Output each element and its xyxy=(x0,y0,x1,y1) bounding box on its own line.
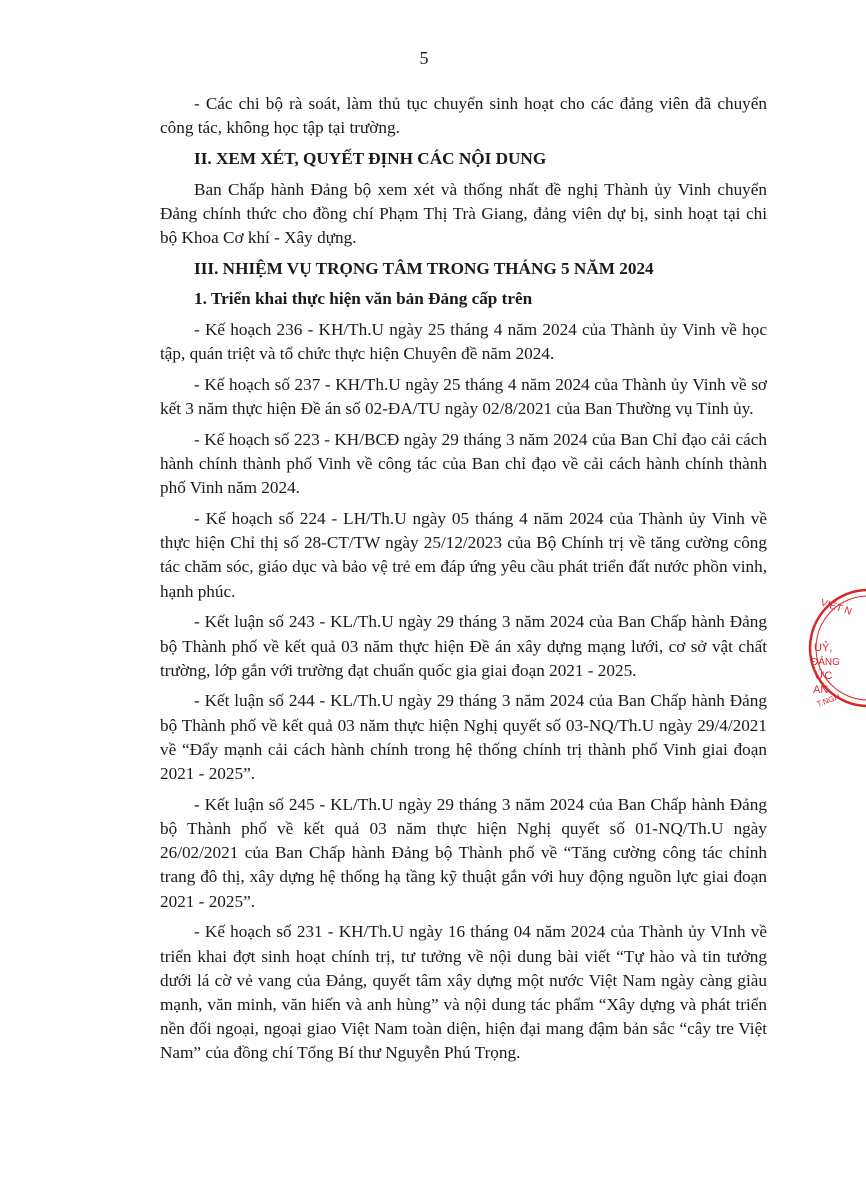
svg-text:UỶ,: UỶ, xyxy=(814,642,833,654)
svg-text:ĐẢNG: ĐẢNG xyxy=(811,657,840,668)
seal-icon xyxy=(806,583,866,713)
svg-text:AN: AN xyxy=(813,684,829,696)
intro-list-item: - Các chi bộ rà soát, làm thủ tục chuyển sinh hoạt cho các đảng viên đã chuyển công tác, không học tập tại trường. xyxy=(160,94,767,138)
list-item: - Kế hoạch 236 - KH/Th.U ngày 25 tháng 4 năm 2024 của Thành ủy Vinh về học tập, quán triệt và tổ chức thực hiện Chuyên đề năm 2024. xyxy=(160,320,767,364)
section-3-subheading: 1. Triển khai thực hiện văn bản Đảng cấp trên xyxy=(194,289,533,309)
svg-text:T.NGH: T.NGH xyxy=(815,692,842,709)
section-2-paragraph: Ban Chấp hành Đảng bộ xem xét và thống nhất đề nghị Thành ủy Vinh chuyển Đảng chính thức cho đồng chí Phạm Thị Trà Giang, đảng viên dự bị, sinh hoạt tại chi bộ Khoa Cơ khí - Xây dựng. xyxy=(160,179,767,248)
page-number: 5 xyxy=(419,48,429,68)
document-body xyxy=(160,92,767,1072)
official-seal-stamp xyxy=(806,583,866,713)
list-item: - Kết luận số 243 - KL/Th.U ngày 29 tháng 3 năm 2024 của Ban Chấp hành Đảng bộ Thành phố về kết quả 03 năm thực hiện Đề án xây dựng mạng lưới, cơ sở vật chất trường, lớp gắn với trường đạt chuẩn quốc gia giai đoạn 2021 - 2025. xyxy=(160,612,767,680)
list-item: - Kết luận số 245 - KL/Th.U ngày 29 tháng 3 năm 2024 của Ban Chấp hành Đảng bộ Thành phố về kết quả 03 năm thực hiện Nghị quyết số 01-NQ/Th.U ngày 26/02/2021 của Ban Chấp hành Đảng bộ Thành phố về “Tăng cường công tác chỉnh trang đô thị, xây dựng hệ thống hạ tầng kỹ thuật gắn với huy động nguồn lực giai đoạn 2021 - 2025”. xyxy=(160,794,767,911)
list-item: - Kế hoạch số 231 - KH/Th.U ngày 16 tháng 04 năm 2024 của Thành ủy VInh về triển khai đợt sinh hoạt chính trị, tư tưởng về nội dung bài viết “Tự hào và tin tưởng dưới lá cờ vẻ vang của Đảng, quyết tâm xây dựng một nước Việt Nam ngày càng giàu mạnh, văn minh, văn hiến và anh hùng” và nội dung tác phẩm “Xây dựng và phát triển nền đối ngoại, ngoại giao Việt Nam toàn diện, hiện đại mang đậm bản sắc “cây tre Việt Nam” của đồng chí Tổng Bí thư Nguyễn Phú Trọng. xyxy=(160,922,767,1063)
list-item: - Kế hoạch số 224 - LH/Th.U ngày 05 tháng 4 năm 2024 của Thành ủy Vinh về thực hiện Chỉ thị số 28-CT/TW ngày 25/12/2023 của Bộ Chính trị về tăng cường công tác chăm sóc, giáo dục và bảo vệ trẻ em đáp ứng yêu cầu phát triển đất nước phồn vinh, hạnh phúc. xyxy=(160,509,767,601)
list-item: - Kế hoạch số 237 - KH/Th.U ngày 25 tháng 4 năm 2024 của Thành ủy Vinh về sơ kết 3 năm thực hiện Đề án số 02-ĐA/TU ngày 02/8/2021 của Ban Thường vụ Tỉnh ủy. xyxy=(160,375,767,419)
list-item: - Kế hoạch số 223 - KH/BCĐ ngày 29 tháng 3 năm 2024 của Ban Chỉ đạo cải cách hành chính thành phố Vinh về công tác của Ban chỉ đạo về cải cách hành chính thành phố Vinh năm 2024. xyxy=(160,429,767,498)
svg-text:ỨC: ỨC xyxy=(815,670,833,682)
svg-text:VIỆT N: VIỆT N xyxy=(819,597,853,618)
section-3-heading: III. NHIỆM VỤ TRỌNG TÂM TRONG THÁNG 5 NĂM 2024 xyxy=(194,258,654,278)
section-2-heading: II. XEM XÉT, QUYẾT ĐỊNH CÁC NỘI DUNG xyxy=(194,148,547,168)
list-item: - Kết luận số 244 - KL/Th.U ngày 29 tháng 3 năm 2024 của Ban Chấp hành Đảng bộ Thành phố về kết quả 03 năm thực hiện Nghị quyết số 03-NQ/Th.U ngày 29/4/2021 về “Đẩy mạnh cải cách hành chính trong hệ thống chính trị thành phố Vinh giai đoạn 2021 - 2025”. xyxy=(160,691,767,784)
